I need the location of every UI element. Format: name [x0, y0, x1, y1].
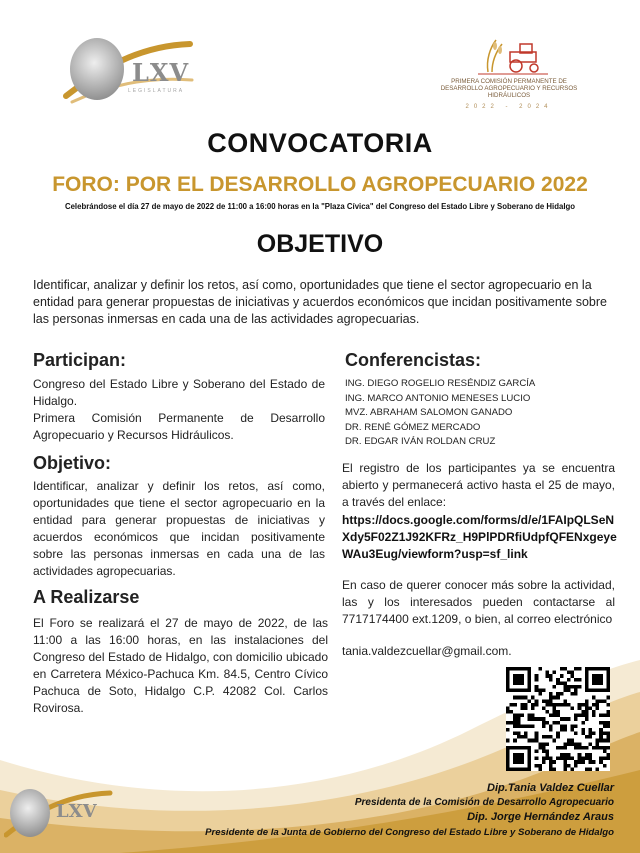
venue-paragraph: El Foro se realizará el 27 de mayo de 2022, de las 11:00 a las 16:00 horas, en las instalaciones del Congreso del Estado de Hidalgo, con domicilio ubicado en Carretera México-Pachuca Km. 84.5, Centro Cívico Pachuca de Soto, Hidalgo C.P. 42082 Col. Carlos Rovirosa. [33, 616, 328, 715]
speakers-list [345, 377, 615, 450]
signature-name-1: Dip.Tania Valdez Cuellar [487, 782, 614, 794]
speaker-item: DR. RENÉ GÓMEZ MERCADO [345, 421, 481, 433]
signature-role-2: Presidente de la Junta de Gobierno del Congreso del Estado Libre y Soberano de Hidalgo [205, 827, 614, 838]
commission-logo [438, 38, 580, 114]
objective-heading: OBJETIVO [256, 230, 384, 258]
participants-list [33, 376, 325, 444]
speaker-item: DR. EDGAR IVÁN ROLDAN CRUZ [345, 436, 496, 447]
participant-item: Primera Comisión Permanente de Desarrollo Agropecuario y Recursos Hidráulicos. [33, 411, 325, 442]
event-date-line: Celebrándose el día 27 de mayo de 2022 de 11:00 a 16:00 horas en la "Plaza Cívica" del Congreso del Estado Libre y Soberano de Hidalgo [64, 202, 576, 211]
speakers-heading: Conferencistas: [345, 350, 482, 370]
venue-heading: A Realizarse [33, 587, 140, 607]
speaker-item: MVZ. ABRAHAM SALOMON GANADO [345, 407, 513, 418]
registration-paragraph: El registro de los participantes ya se encuentra abierto y permanecerá activo hasta el 25 de mayo, a través del enlace: [342, 461, 615, 509]
logo-lxv-text: LXV [56, 801, 97, 822]
registration-link[interactable]: https://docs.google.com/forms/d/e/1FAIpQLSeNXdy5F02Z1J92KFRz_H9PlPDRfiUdpfQFENxgeyeWAu3Eug/viewform?usp=sf_link [342, 513, 617, 561]
speaker-item: ING. MARCO ANTONIO MENESES LUCIO [345, 392, 531, 404]
qr-code-icon[interactable] [506, 667, 610, 771]
logo-subtext: LEGISLATURA [128, 88, 185, 94]
commission-years: 2022 - 2024 [465, 104, 553, 110]
commission-name: PRIMERA COMISIÓN PERMANENTE DE DESARROLLO AGROPECUARIO Y RECURSOS HIDRÁULICOS [440, 78, 578, 99]
lxv-legislature-logo [62, 36, 197, 106]
objective-subparagraph: Identificar, analizar y definir los retos, así como, oportunidades que tiene el sector agropecuario en la entidad para generar propuestas de iniciativas y acuerdos económicos que incidan positivamente sobre las personas inmersas en cada una de las actividades agropecuarias. [33, 479, 325, 578]
lxv-legislature-logo-bottom [4, 785, 114, 843]
logo-lxv-text: LXV [132, 58, 190, 87]
speaker-item: ING. DIEGO ROGELIO RESÉNDIZ GARCÍA [345, 378, 536, 389]
participant-item: Congreso del Estado Libre y Soberano del Estado de Hidalgo. [33, 377, 325, 408]
event-subtitle: FORO: POR EL DESARROLLO AGROPECUARIO 2022 [52, 173, 588, 196]
portrait-icon [10, 789, 50, 837]
objective-subheading: Objetivo: [33, 453, 112, 473]
tractor-wheat-icon [438, 38, 580, 78]
objective-paragraph: Identificar, analizar y definir los retos, así como, oportunidades que tiene el sector agropecuario en la entidad para generar propuestas de iniciativas y acuerdos económicos que incidan positivamente sobre las personas inmersas en cada una de las actividades agropecuarias. [33, 278, 607, 326]
page-title: CONVOCATORIA [207, 128, 433, 158]
contact-email[interactable]: tania.valdezcuellar@gmail.com. [342, 644, 512, 658]
signature-name-2: Dip. Jorge Hernández Araus [467, 811, 614, 823]
signature-role-1: Presidenta de la Comisión de Desarrollo Agropecuario [354, 797, 614, 808]
contact-paragraph: En caso de querer conocer más sobre la actividad, las y los interesados pueden contactarse al 7717174400 ext.1209, o bien, al correo electrónico [342, 578, 615, 626]
participants-heading: Participan: [33, 350, 127, 370]
portrait-icon [70, 38, 124, 100]
